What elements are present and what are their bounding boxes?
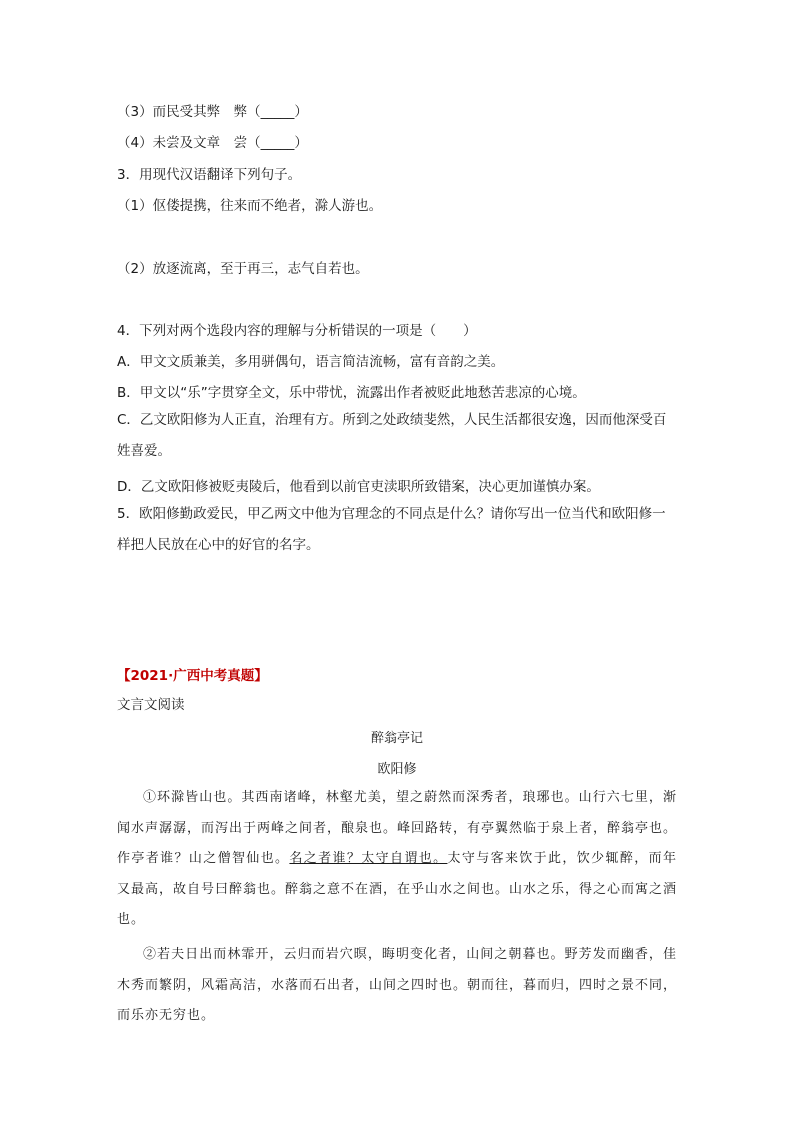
essay-title: 醉翁亭记 xyxy=(370,731,423,746)
p1-text-before: ①环滁皆山也。其西南诸峰，林壑尤美，望之蔚然而深秀者，琅琊也。山行六七里，渐闻水声潺潺，而泻出于两峰之间者，酿泉也。峰回路转，有亭翼然临于泉上者，醉翁亭也。作亭者谁？山之僧智仙也。 xyxy=(117,790,678,866)
p1-text-after: 太守与客来饮于此，饮少辄醉，而年又最高，故自号曰醉翁也。醉翁之意不在酒，在乎山水之间也。山水之乐，得之心而寓之酒也。 xyxy=(117,851,678,927)
question-4-option-d: D．乙文欧阳修被贬夷陵后，他看到以前官吏渎职所致错案，决心更加谨慎办案。 xyxy=(117,479,600,495)
essay-paragraph-2: ②若夫日出而林霏开，云归而岩穴暝，晦明变化者，山间之朝暮也。野芳发而幽香，佳木秀而繁阴，风霜高洁，水落而石出者，山间之四时也。朝而往，暮而归，四时之景不同，而乐亦无穷也。 xyxy=(117,947,678,1023)
option-item-3: （3）而民受其弊 弊（_____） xyxy=(117,104,308,120)
question-4-option-b: B．甲文以“乐”字贯穿全文，乐中带忧，流露出作者被贬此地愁苦悲凉的心境。 xyxy=(117,385,586,401)
section-tag: 【2021·广西中考真题】 xyxy=(117,668,268,684)
question-4-option-a: A．甲文文质兼美，多用骈偶句，语言简洁流畅，富有音韵之美。 xyxy=(117,354,505,370)
question-4: 4．下列对两个选段内容的理解与分析错误的一项是（ ） xyxy=(117,323,477,339)
question-5: 5．欧阳修勤政爱民，甲乙两文中他为官理念的不同点是什么？请你写出一位当代和欧阳修一样把人民放在心中的好官的名字。 xyxy=(117,506,666,553)
p1-underlined: 名之者谁？太守自谓也。 xyxy=(289,851,448,866)
essay-paragraph-1 xyxy=(117,783,677,936)
question-4-option-c: C．乙文欧阳修为人正直，治理有方。所到之处政绩斐然，人民生活都很安逸，因而他深受百姓喜爱。 xyxy=(117,412,667,459)
question-3-sub-2: （2）放逐流离，至于再三，志气自若也。 xyxy=(117,261,369,277)
reading-label: 文言文阅读 xyxy=(117,697,185,713)
question-3-sub-1: （1）伛偻提携，往来而不绝者，滁人游也。 xyxy=(117,198,383,214)
essay-author: 欧阳修 xyxy=(377,762,417,777)
question-3: 3．用现代汉语翻译下列句子。 xyxy=(117,167,302,183)
option-item-4: （4）未尝及文章 尝（_____） xyxy=(117,135,308,151)
